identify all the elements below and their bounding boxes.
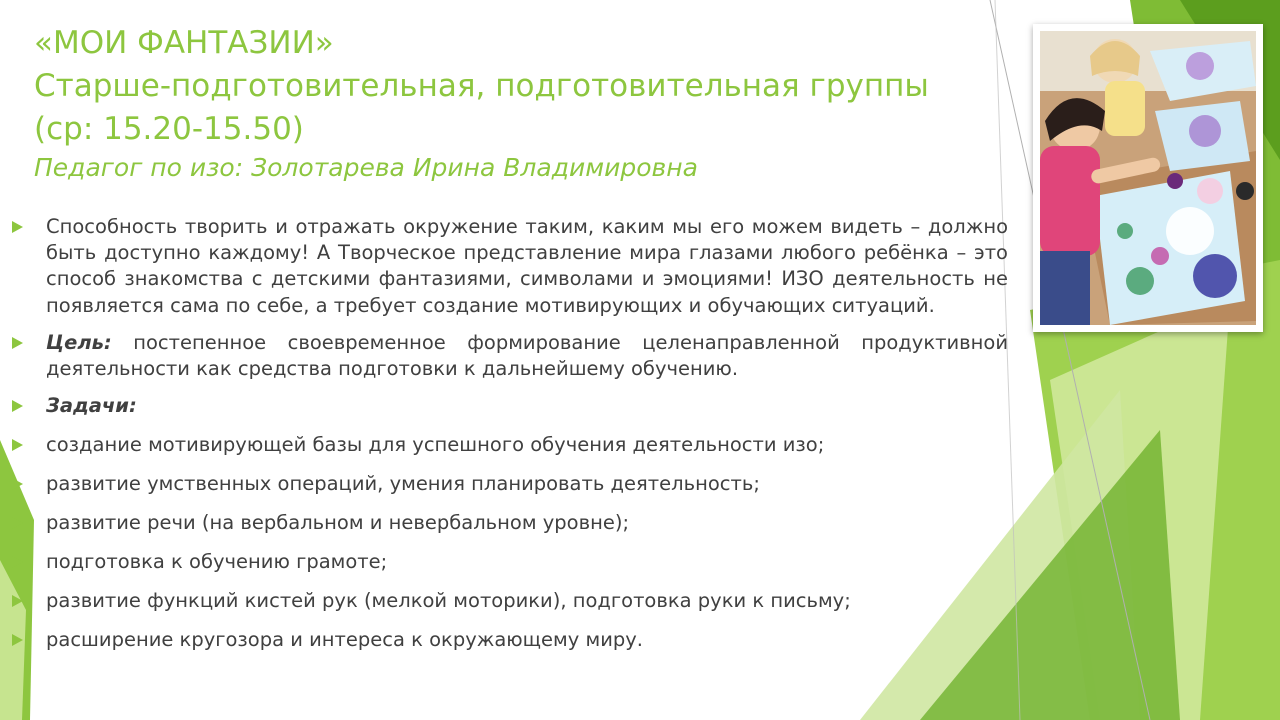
teacher-line: Педагог по изо: Золотарева Ирина Владимировна [34,153,698,182]
title-block [34,22,994,185]
tasks-heading [12,393,1008,432]
children-painting-photo [1040,31,1256,325]
bullet-arrow-icon [12,439,23,451]
bullet-arrow-icon [12,478,23,490]
task-item [12,510,1008,549]
group-subtitle: Старше-подготовительная, подготовительная группы [34,68,929,104]
task-item [12,588,1008,627]
task-item [12,549,1008,588]
goal-text: постепенное своевременное формирование целенаправленной продуктивной деятельности как средства подготовки к дальнейшему обучению. [46,330,1008,381]
schedule-subtitle: (ср: 15.20-15.50) [34,111,304,147]
bullet-arrow-icon [12,400,23,412]
bullet-arrow-icon [12,634,23,646]
content-list [12,214,1008,666]
task-item [12,471,1008,510]
intro-paragraph [12,214,1008,319]
bullet-arrow-icon [12,221,23,233]
task-text: создание мотивирующей базы для успешного обучения деятельности изо; [46,433,825,457]
bullet-arrow-icon [12,556,23,568]
bullet-arrow-icon [12,337,23,349]
task-item [12,432,1008,471]
task-text: развитие функций кистей рук (мелкой моторики), подготовка руки к письму; [46,589,851,613]
task-text: подготовка к обучению грамоте; [46,550,388,574]
task-item [12,627,1008,666]
bullet-arrow-icon [12,517,23,529]
bullet-arrow-icon [12,595,23,607]
task-text: расширение кругозора и интереса к окружающему миру. [46,628,643,652]
task-text: развитие умственных операций, умения планировать деятельность; [46,472,760,496]
goal-paragraph [12,330,1008,382]
task-text: развитие речи (на вербальном и невербальном уровне); [46,511,630,535]
intro-text: Способность творить и отражать окружение таким, каким мы его можем видеть – должно быть доступно каждому! А Творческое представление мира глазами любого ребёнка – это способ знакомства с детскими фантазиями, символами и эмоциями! ИЗО деятельность не появляется сама по себе, а требует создание мотивирующих и обучающих ситуаций. [46,215,1008,317]
photo-frame [1033,24,1263,332]
goal-label: Цель: [46,330,112,354]
page-title: «МОИ ФАНТАЗИИ» [34,25,334,61]
tasks-label: Задачи: [46,394,137,418]
